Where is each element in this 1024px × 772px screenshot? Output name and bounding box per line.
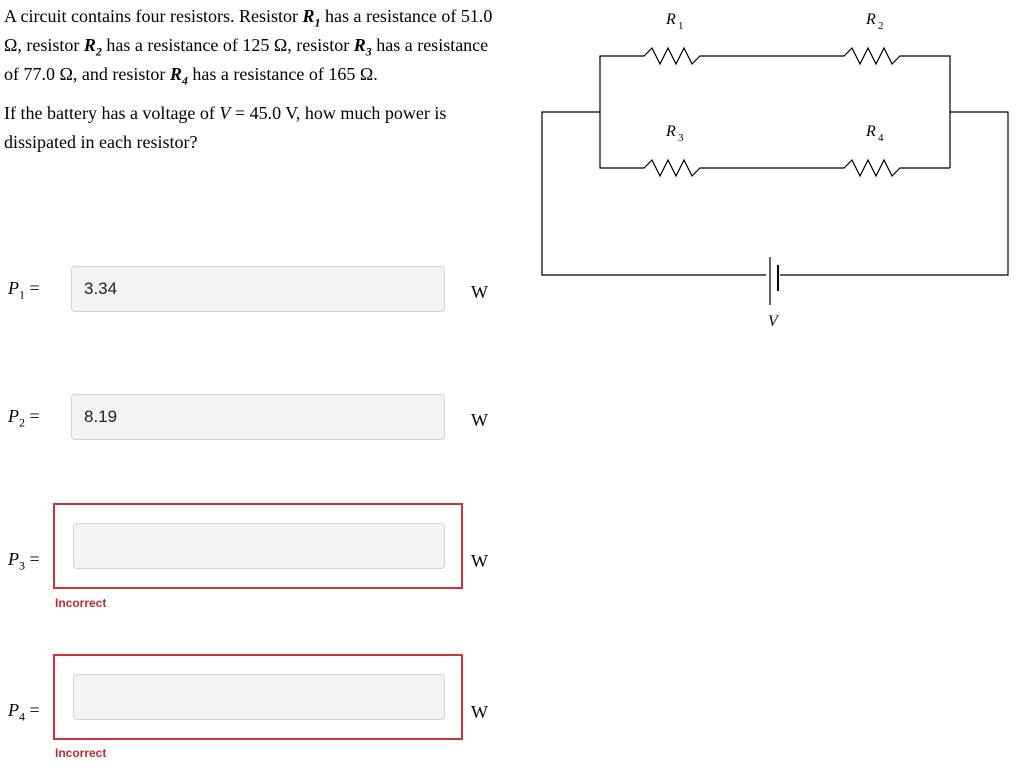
r2-resistor-label [865,11,884,32]
problem-text: A circuit contains four resistors. Resistor [4,6,303,26]
problem-statement [4,2,494,157]
problem-text: has a resistance of 125 Ω, resistor [101,35,354,55]
p2-unit: W [471,410,488,430]
r4-resistor-label [865,123,884,144]
problem-text: = 45.0 V, how much power is dissipated in each resistor? [4,103,447,152]
p3-answer-input[interactable] [73,523,445,569]
problem-paragraph-2 [4,99,494,157]
p4-unit: W [471,702,488,722]
voltage-symbol: V [219,103,231,123]
svg-text:R: R [666,123,676,140]
p4-label: $P_4$ = [8,700,40,724]
svg-text:3: 3 [678,132,684,144]
problem-text: If the battery has a voltage of [4,103,220,123]
answer-row-p2 [0,394,500,442]
answer-row-p3 [0,523,500,571]
svg-text:R: R [866,11,876,28]
p1-label: $P_1$ = [8,278,40,302]
p2-label: $P_2$ = [8,406,40,430]
answer-row-p4 [0,674,500,722]
p3-unit: W [471,551,488,571]
r4-symbol: $R_4$ [169,64,188,88]
p4-feedback: Incorrect [55,746,107,760]
p1-answer-input[interactable] [71,266,445,312]
r2-symbol: $R_2$ [83,35,102,59]
p3-feedback: Incorrect [55,596,107,610]
r3-resistor-label [665,123,684,144]
svg-text:R: R [866,123,876,140]
problem-text: has a resistance of 165 Ω. [187,64,378,84]
r3-symbol: $R_3$ [353,35,372,59]
svg-text:4: 4 [878,132,884,144]
answer-row-p1 [0,266,500,314]
svg-text:2: 2 [878,20,884,32]
problem-text: has a resistance of 77.0 Ω, and resistor [4,35,489,84]
p1-unit: W [471,282,488,302]
p2-answer-input[interactable] [71,394,445,440]
problem-text: has a resistance of 51.0 Ω, resistor [4,6,493,55]
r1-symbol: $R_1$ [302,6,321,30]
p4-answer-input[interactable] [73,674,445,720]
problem-paragraph-1 [4,2,494,89]
svg-text:R: R [666,11,676,28]
circuit-diagram [530,0,1024,340]
svg-text:1: 1 [678,20,684,32]
r1-resistor-label [665,11,684,32]
p3-label: $P_3$ = [8,549,40,573]
circuit-wires [542,48,1008,305]
battery-label: V [768,313,778,330]
